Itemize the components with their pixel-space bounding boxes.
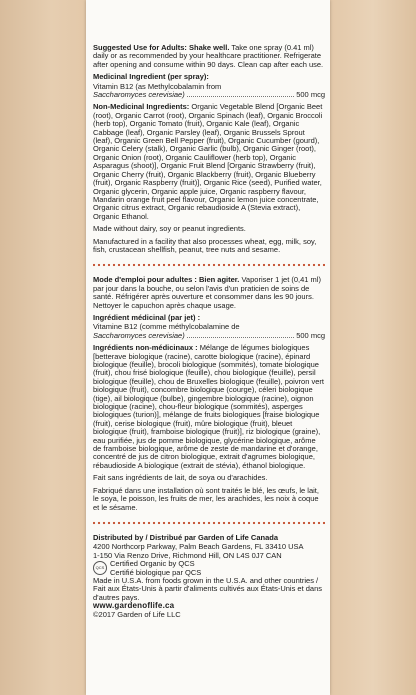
product-label-panel (86, 0, 330, 695)
medicinal-en-ingredient: Vitamin B12 (as Methylcobalamin from (93, 81, 222, 91)
directions-en (93, 44, 325, 69)
directions-fr-text: Vaporiser 1 jet (0,41 ml) par jour dans la bouche, ou selon l'avis d'un praticien de soins de santé. Réfrigérer après ouverture et consommer dans les 90 jours. Nettoyer le capuchon après chaque usage. (93, 275, 321, 310)
medicinal-heading-en (93, 73, 325, 81)
certification-text (110, 560, 201, 577)
medicinal-fr-row (93, 332, 325, 340)
medicinal-en-row (93, 91, 325, 99)
address-us: 4200 Northcorp Parkway, Palm Beach Gardens, FL 33410 USA (93, 542, 304, 552)
directions-en-label: Suggested Use for Adults: Shake well. (93, 43, 230, 52)
directions-fr-label: Mode d'emploi pour adultes : Bien agiter. (93, 275, 240, 285)
origin-fr: Fait aux États-Unis à partir d'aliments cultivés aux États-Unis et dans d'autres pays. (93, 584, 323, 602)
dotted-divider (93, 262, 325, 268)
allergen-en-2: Manufactured in a facility that also processes wheat, egg, milk, soy, fish, crustacean shellfish, peanut, tree nuts and sesame. (93, 236, 317, 254)
directions-en-text: Take one spray (0.41 ml) daily or as recommended by your healthcare practitioner. Refrigerate after opening and consume within 90 days. Clean cap after each use. (93, 43, 324, 69)
origin-en: Made in U.S.A. from foods grown in the U.S.A. and other countries / (93, 575, 319, 585)
medicinal-heading-fr (93, 314, 325, 322)
medicinal-en-source: Saccharomyces cerevisiae) (93, 90, 185, 100)
medicinal-fr-label: Ingrédient médicinal (par jet) : (93, 312, 201, 322)
background-left (0, 0, 86, 695)
address-ca: 1-150 Via Renzo Drive, Richmond Hill, ON L4S 0J7 CAN (93, 550, 282, 560)
dotted-leader (187, 96, 295, 97)
cert-en: Certified Organic by QCS (110, 559, 195, 569)
medicinal-fr-amount: 500 mcg (296, 330, 325, 340)
medicinal-en-amount: 500 mcg (296, 90, 325, 100)
certification (93, 560, 325, 577)
background-right (330, 0, 416, 695)
directions-fr (93, 276, 325, 310)
website-link[interactable]: www.gardenoflife.ca (93, 601, 175, 611)
nonmedicinal-fr (93, 344, 325, 470)
nonmedicinal-en (93, 103, 325, 221)
allergen-fr-2: Fabriqué dans une installation où sont traités le blé, les œufs, le lait, le soya, le poisson, les fruits de mer, les arachides, les noix à coque et le sésame. (93, 485, 319, 512)
allergen-fr-1: Fait sans ingrédients de lait, de soya ou d'arachides. (93, 473, 268, 483)
medicinal-fr-source: Saccharomyces cerevisiae) (93, 330, 185, 340)
nonmed-fr-label: Ingrédients non-médicinaux : (93, 343, 198, 353)
medicinal-ingredient-en (93, 83, 325, 100)
allergen-en-1: Made without dairy, soy or peanut ingredients. (93, 224, 246, 234)
medicinal-fr-ingredient: Vitamine B12 (comme méthylcobalamine de (93, 322, 240, 332)
medicinal-en-label: Medicinal Ingredient (per spray): (93, 72, 209, 82)
cert-fr: Certifié biologique par QCS (110, 567, 202, 577)
nonmed-en-text: Organic Vegetable Blend [Organic Beet (root), Organic Carrot (root), Organic Spinach (leaf), Organic Broccoli (herb top), Organic Tomato (fruit), Organic Kale (leaf), Organic Cabbage (leaf), Organic Parsley (leaf), Organic Brussels Sprout (leaf), Organic Green Bell Pepper (fruit), Organic Cucumber (gourd), Organic Celery (stalk), Organic Garlic (bulb), Organic Ginger (root), Organic Onion (root), Organic Cauliflower (herb top), Organic Asparagus (shoot)], Organic Fruit Blend [Organic Strawberry (fruit), Organic Cherry (fruit), Organic Blackberry (fruit), Organic Blueberry (fruit), Organic Raspberry (fruit)], Organic Rice (seed), Purified water, Organic glycerin, Organic apple juice, Organic raspberry flavour, Mandarin orange fruit peel flavour, Organic lemon juice concentrate, Organic citrus extract, Organic rebaudioside A (Stevia extract), Organic Ethanol. (93, 102, 323, 221)
copyright: ©2017 Garden of Life LLC (93, 609, 181, 619)
dotted-divider (93, 520, 325, 526)
distributor-label: Distributed by / Distribué par Garden of Life Canada (93, 532, 279, 542)
qcs-logo-icon: QCS (93, 561, 107, 575)
nonmed-en-label: Non-Medicinal Ingredients: (93, 102, 190, 112)
nonmed-fr-text: Mélange de légumes biologiques [betterave biologique (racine), carotte biologique (racine), épinard biologique (feuille), brocoli biologique (sommités), tomate biologique (fruit), chou frisé biologique (feuille), chou biologique (feuille), persil biologique (feuille), chou de Bruxelles biologique (feuille), poivron vert biologique (fruit), concombre biologique (courge), céleri biologique (tige), ail biologique (bulbe), gingembre biologique (racine), oignon biologique (racine), chou-fleur biologique (sommités), asperges biologiques (turion)], mélange de fruits biologiques [fraise biologique (fruit), cerise biologique (fruit), mûre biologique (fruit), bleuet biologique (fruit), framboise biologique (fruit)], riz biologique (graine), eau purifiée, jus de pomme biologique, glycérine biologique, arôme de framboise biologique, arôme de zeste de mandarine et d'orange, concentré de jus de citron biologique, extrait d'agrumes biologique, rébaudioside A biologique (extrait de stévia), éthanol biologique. (93, 343, 324, 470)
distributor-heading (93, 534, 325, 542)
medicinal-ingredient-fr (93, 323, 325, 340)
dotted-leader (187, 337, 295, 338)
label-content (93, 44, 325, 619)
